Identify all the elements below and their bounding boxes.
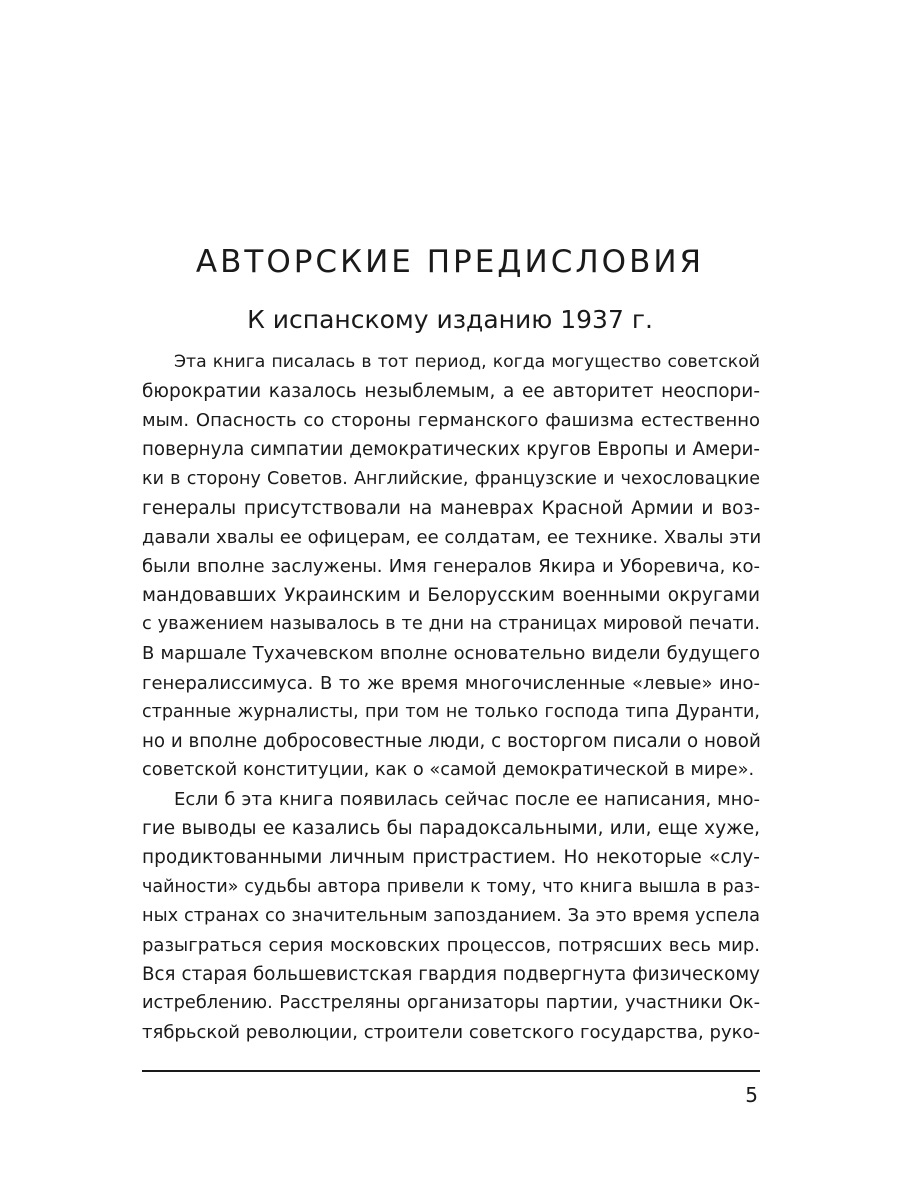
- paragraph-line: с уважением называлось в те дни на страницах мировой печати.: [142, 614, 760, 635]
- body-text: [142, 348, 760, 1047]
- paragraph-line: В маршале Тухачевском вполне основательно видели будущего: [142, 643, 760, 665]
- paragraph-line: но и вполне добросовестные люди, с восторгом писали о новой: [142, 730, 761, 752]
- paragraph-line: Если б эта книга появилась сейчас после ее написания, мно-: [174, 789, 760, 811]
- paragraph-line: были вполне заслужены. Имя генералов Якира и Уборевича, ко-: [142, 555, 760, 577]
- paragraph-line: чайности» судьбы автора привели к тому, что книга вышла в раз-: [142, 876, 760, 897]
- paragraph-line: ных странах со значительным запозданием. За это время успела: [142, 905, 760, 926]
- paragraph-line: генералы присутствовали на маневрах Красной Армии и воз-: [142, 497, 760, 519]
- paragraph-line: Вся старая большевистская гвардия подвергнута физическому: [142, 963, 760, 985]
- page-number: 5: [745, 1083, 758, 1107]
- paragraph-line: мым. Опасность со стороны германского фашизма естественно: [142, 410, 760, 432]
- paragraph-line: Эта книга писалась в тот период, когда могущество советской: [174, 352, 760, 372]
- paragraph-line: тябрьской революции, строители советского государства, руко-: [142, 1022, 760, 1044]
- footer-rule: [142, 1070, 760, 1072]
- paragraph-line: ки в сторону Советов. Английские, французские и чехословацкие: [142, 468, 760, 489]
- paragraph-line: давали хвалы ее офицерам, ее солдатам, ее технике. Хвалы эти: [142, 526, 762, 548]
- paragraph-line: повернула симпатии демократических кругов Европы и Амери-: [142, 439, 760, 461]
- paragraph-line: бюрократии казалось незыблемым, а ее авторитет неоспори-: [142, 381, 760, 403]
- paragraph-line: гие выводы ее казались бы парадоксальными, или, еще хуже,: [142, 818, 760, 840]
- paragraph-line: генералиссимуса. В то же время многочисленные «левые» ино-: [142, 672, 760, 694]
- paragraph-line: истреблению. Расстреляны организаторы партии, участники Ок-: [142, 993, 760, 1014]
- paragraph-line: мандовавших Украинским и Белорусским военными округами: [142, 585, 760, 607]
- page-subheading: К испанскому изданию 1937 г.: [247, 305, 653, 334]
- page-heading: АВТОРСКИЕ ПРЕДИСЛОВИЯ: [195, 244, 705, 280]
- paragraph-line: разыграться серия московских процессов, потрясших весь мир.: [142, 934, 760, 956]
- paragraph-line: продиктованными личным пристрастием. Но некоторые «слу-: [142, 847, 760, 869]
- paragraph-line: странные журналисты, при том не только господа типа Дуранти,: [142, 701, 760, 722]
- paragraph-line: советской конституции, как о «самой демократической в мире».: [142, 759, 755, 780]
